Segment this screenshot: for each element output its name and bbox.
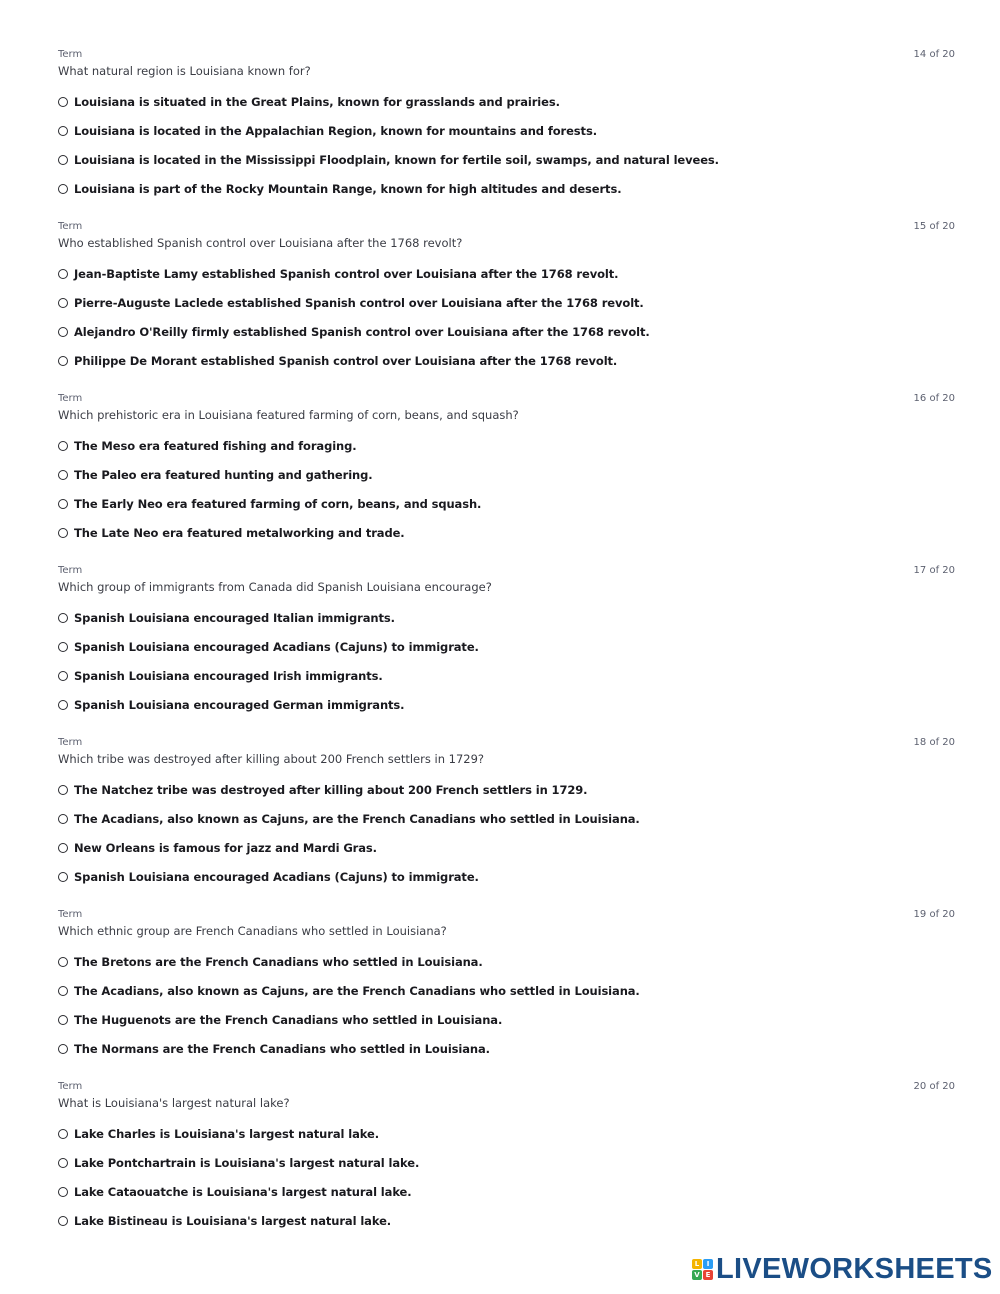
answer-option-label[interactable]: Louisiana is situated in the Great Plains, known for grasslands and prairies. <box>74 95 560 109</box>
radio-button-icon[interactable] <box>58 126 68 136</box>
answer-option[interactable] <box>58 1213 391 1229</box>
answer-option[interactable] <box>58 782 587 798</box>
answer-option-label[interactable]: The Acadians, also known as Cajuns, are the French Canadians who settled in Louisiana. <box>74 812 640 826</box>
answer-option-label[interactable]: Alejandro O'Reilly firmly established Spanish control over Louisiana after the 1768 revolt. <box>74 325 650 339</box>
question-counter: 15 of 20 <box>913 221 955 232</box>
radio-button-icon[interactable] <box>58 1044 68 1054</box>
question-counter: 19 of 20 <box>913 909 955 920</box>
answer-option[interactable] <box>58 467 373 483</box>
radio-button-icon[interactable] <box>58 843 68 853</box>
answer-option[interactable] <box>58 324 650 340</box>
question-counter: 16 of 20 <box>913 393 955 404</box>
answer-option-label[interactable]: The Bretons are the French Canadians who settled in Louisiana. <box>74 955 483 969</box>
answer-option-label[interactable]: Spanish Louisiana encouraged Irish immigrants. <box>74 669 383 683</box>
logo-text: LIVEWORKSHEETS <box>716 1253 993 1285</box>
radio-button-icon[interactable] <box>58 470 68 480</box>
radio-button-icon[interactable] <box>58 872 68 882</box>
question-text: Which ethnic group are French Canadians who settled in Louisiana? <box>58 924 447 938</box>
question-text: Who established Spanish control over Louisiana after the 1768 revolt? <box>58 236 463 250</box>
question-counter: 17 of 20 <box>913 565 955 576</box>
answer-option[interactable] <box>58 1155 419 1171</box>
radio-button-icon[interactable] <box>58 642 68 652</box>
answer-option-label[interactable]: Spanish Louisiana encouraged Acadians (Cajuns) to immigrate. <box>74 870 479 884</box>
radio-button-icon[interactable] <box>58 814 68 824</box>
answer-option[interactable] <box>58 954 483 970</box>
badge-letter: I <box>703 1259 713 1269</box>
question-block <box>0 565 1000 737</box>
answer-option[interactable] <box>58 811 640 827</box>
answer-option[interactable] <box>58 295 644 311</box>
radio-button-icon[interactable] <box>58 613 68 623</box>
radio-button-icon[interactable] <box>58 1216 68 1226</box>
answer-option-label[interactable]: The Huguenots are the French Canadians who settled in Louisiana. <box>74 1013 503 1027</box>
answer-option-label[interactable]: Jean-Baptiste Lamy established Spanish control over Louisiana after the 1768 revolt. <box>74 267 619 281</box>
term-label: Term <box>58 49 83 60</box>
badge-letter: V <box>692 1270 702 1280</box>
answer-option-label[interactable]: Philippe De Morant established Spanish control over Louisiana after the 1768 revolt. <box>74 354 618 368</box>
answer-option-label[interactable]: The Late Neo era featured metalworking and trade. <box>74 526 405 540</box>
radio-button-icon[interactable] <box>58 700 68 710</box>
answer-option-label[interactable]: Louisiana is part of the Rocky Mountain Range, known for high altitudes and deserts. <box>74 182 622 196</box>
radio-button-icon[interactable] <box>58 269 68 279</box>
answer-option[interactable] <box>58 266 618 282</box>
term-label: Term <box>58 1081 83 1092</box>
radio-button-icon[interactable] <box>58 97 68 107</box>
question-counter: 20 of 20 <box>913 1081 955 1092</box>
term-label: Term <box>58 565 83 576</box>
answer-option[interactable] <box>58 639 479 655</box>
term-label: Term <box>58 909 83 920</box>
question-text: Which tribe was destroyed after killing about 200 French settlers in 1729? <box>58 752 485 766</box>
radio-button-icon[interactable] <box>58 671 68 681</box>
answer-option[interactable] <box>58 610 395 626</box>
radio-button-icon[interactable] <box>58 441 68 451</box>
term-label: Term <box>58 737 83 748</box>
badge-letter: L <box>692 1259 702 1269</box>
term-label: Term <box>58 221 83 232</box>
answer-option[interactable] <box>58 525 405 541</box>
answer-option-label[interactable]: Spanish Louisiana encouraged Acadians (Cajuns) to immigrate. <box>74 640 479 654</box>
answer-option-label[interactable]: Louisiana is located in the Appalachian Region, known for mountains and forests. <box>74 124 597 138</box>
radio-button-icon[interactable] <box>58 1187 68 1197</box>
radio-button-icon[interactable] <box>58 155 68 165</box>
answer-option-label[interactable]: The Normans are the French Canadians who settled in Louisiana. <box>74 1042 490 1056</box>
answer-option-label[interactable]: The Paleo era featured hunting and gathering. <box>74 468 373 482</box>
term-label: Term <box>58 393 83 404</box>
question-block <box>0 737 1000 909</box>
question-block <box>0 909 1000 1081</box>
question-text: What is Louisiana's largest natural lake? <box>58 1096 290 1110</box>
radio-button-icon[interactable] <box>58 785 68 795</box>
question-block <box>0 49 1000 221</box>
answer-option-label[interactable]: Spanish Louisiana encouraged German immigrants. <box>74 698 405 712</box>
answer-option-label[interactable]: Lake Cataouatche is Louisiana's largest natural lake. <box>74 1185 412 1199</box>
badge-letter: E <box>703 1270 713 1280</box>
question-text: Which prehistoric era in Louisiana featured farming of corn, beans, and squash? <box>58 408 519 422</box>
answer-option-label[interactable]: Lake Bistineau is Louisiana's largest natural lake. <box>74 1214 392 1228</box>
answer-option[interactable] <box>58 1041 490 1057</box>
radio-button-icon[interactable] <box>58 528 68 538</box>
radio-button-icon[interactable] <box>58 298 68 308</box>
radio-button-icon[interactable] <box>58 957 68 967</box>
liveworksheets-logo <box>692 1255 993 1283</box>
radio-button-icon[interactable] <box>58 1015 68 1025</box>
question-block <box>0 393 1000 565</box>
answer-option-label[interactable]: Louisiana is located in the Mississippi Floodplain, known for fertile soil, swamps, and natural levees. <box>74 153 719 167</box>
answer-option-label[interactable]: The Early Neo era featured farming of corn, beans, and squash. <box>74 497 482 511</box>
answer-option-label[interactable]: Pierre-Auguste Laclede established Spanish control over Louisiana after the 1768 revolt. <box>74 296 644 310</box>
question-block <box>0 1081 1000 1253</box>
question-counter: 18 of 20 <box>913 737 955 748</box>
answer-option[interactable] <box>58 496 481 512</box>
answer-option[interactable] <box>58 94 560 110</box>
radio-button-icon[interactable] <box>58 986 68 996</box>
answer-option[interactable] <box>58 1184 412 1200</box>
answer-option-label[interactable]: Lake Pontchartrain is Louisiana's largest natural lake. <box>74 1156 420 1170</box>
radio-button-icon[interactable] <box>58 356 68 366</box>
answer-option[interactable] <box>58 1126 379 1142</box>
answer-option-label[interactable]: The Natchez tribe was destroyed after killing about 200 French settlers in 1729. <box>74 783 588 797</box>
question-counter: 14 of 20 <box>913 49 955 60</box>
radio-button-icon[interactable] <box>58 1158 68 1168</box>
question-block <box>0 221 1000 393</box>
radio-button-icon[interactable] <box>58 499 68 509</box>
live-badge-icon <box>692 1259 713 1280</box>
answer-option[interactable] <box>58 983 640 999</box>
answer-option[interactable] <box>58 668 383 684</box>
answer-option-label[interactable]: The Acadians, also known as Cajuns, are the French Canadians who settled in Louisiana. <box>74 984 640 998</box>
radio-button-icon[interactable] <box>58 1129 68 1139</box>
answer-option[interactable] <box>58 181 621 197</box>
answer-option-label[interactable]: The Meso era featured fishing and foraging. <box>74 439 357 453</box>
answer-option[interactable] <box>58 353 617 369</box>
radio-button-icon[interactable] <box>58 327 68 337</box>
answer-option-label[interactable]: Lake Charles is Louisiana's largest natural lake. <box>74 1127 379 1141</box>
answer-option[interactable] <box>58 840 377 856</box>
answer-option[interactable] <box>58 1012 502 1028</box>
answer-option[interactable] <box>58 697 404 713</box>
answer-option-label[interactable]: New Orleans is famous for jazz and Mardi Gras. <box>74 841 377 855</box>
answer-option[interactable] <box>58 123 597 139</box>
radio-button-icon[interactable] <box>58 184 68 194</box>
question-text: What natural region is Louisiana known for? <box>58 64 311 78</box>
answer-option[interactable] <box>58 438 357 454</box>
answer-option-label[interactable]: Spanish Louisiana encouraged Italian immigrants. <box>74 611 395 625</box>
question-text: Which group of immigrants from Canada did Spanish Louisiana encourage? <box>58 580 492 594</box>
answer-option[interactable] <box>58 869 479 885</box>
answer-option[interactable] <box>58 152 719 168</box>
